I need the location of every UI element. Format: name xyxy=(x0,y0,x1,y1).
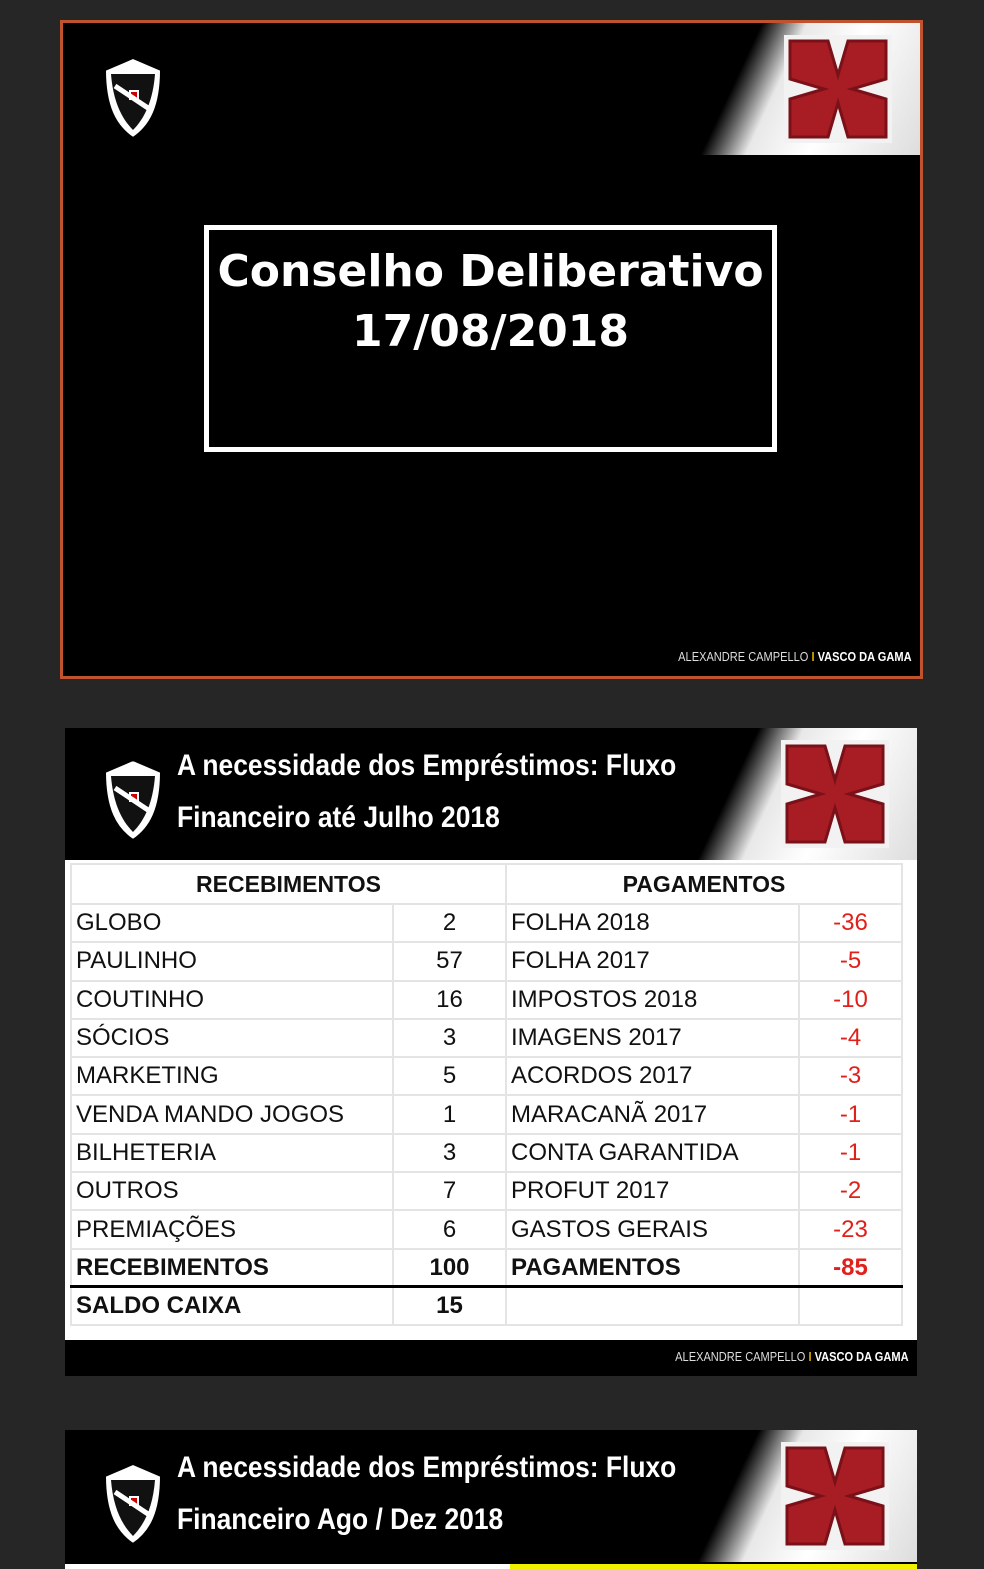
payment-value: -3 xyxy=(799,1057,902,1095)
payment-label: FOLHA 2017 xyxy=(506,942,799,980)
footer-sep: I xyxy=(811,649,815,664)
header-payments: PAGAMENTOS xyxy=(506,864,902,904)
payment-value: -1 xyxy=(799,1095,902,1133)
payment-value: -5 xyxy=(799,942,902,980)
vasco-logo-icon xyxy=(101,758,165,842)
title-line1: Conselho Deliberativo xyxy=(217,246,764,297)
table-row xyxy=(71,1095,902,1133)
receipt-label: BILHETERIA xyxy=(71,1134,393,1172)
receipt-value: 5 xyxy=(393,1057,506,1095)
receipt-value: 7 xyxy=(393,1172,506,1210)
slide-title-line1: A necessidade dos Empréstimos: Fluxo xyxy=(177,749,677,782)
payment-value: -2 xyxy=(799,1172,902,1210)
receipt-value: 2 xyxy=(393,904,506,942)
payment-value: -10 xyxy=(799,981,902,1019)
table-row xyxy=(71,1057,902,1095)
jersey-image xyxy=(700,23,920,155)
payment-value: -23 xyxy=(799,1210,902,1248)
table-row xyxy=(71,1172,902,1210)
slide-title-line1: A necessidade dos Empréstimos: Fluxo xyxy=(177,1451,677,1484)
footer-club: VASCO DA GAMA xyxy=(818,649,912,664)
receipt-value: 1 xyxy=(393,1095,506,1133)
receipt-label: OUTROS xyxy=(71,1172,393,1210)
receipt-value: 3 xyxy=(393,1134,506,1172)
jersey-image xyxy=(697,728,917,860)
footer-club: VASCO DA GAMA xyxy=(815,1349,909,1364)
cashflow-table-area xyxy=(65,860,917,1340)
receipt-label: VENDA MANDO JOGOS xyxy=(71,1095,393,1133)
saldo-label: SALDO CAIXA xyxy=(71,1287,393,1325)
footer-author: ALEXANDRE CAMPELLO xyxy=(678,649,809,664)
payment-label: MARACANÃ 2017 xyxy=(506,1095,799,1133)
payment-value: -1 xyxy=(799,1134,902,1172)
footer-credit xyxy=(679,649,912,664)
table-row xyxy=(71,904,902,942)
receipt-label: PAULINHO xyxy=(71,942,393,980)
payment-label: CONTA GARANTIDA xyxy=(506,1134,799,1172)
jersey-image xyxy=(697,1430,917,1562)
receipt-label: PREMIAÇÕES xyxy=(71,1210,393,1248)
slide-cashflow-aug-dec xyxy=(65,1430,917,1569)
receipt-label: COUTINHO xyxy=(71,981,393,1019)
footer-sep: I xyxy=(808,1349,812,1364)
total-receipts-value: 100 xyxy=(393,1249,506,1287)
maltese-cross-icon xyxy=(781,1442,889,1550)
vasco-logo-icon xyxy=(101,1462,165,1546)
payment-label: FOLHA 2018 xyxy=(506,904,799,942)
table-row xyxy=(71,1210,902,1248)
header-receipts: RECEBIMENTOS xyxy=(71,864,506,904)
receipt-value: 6 xyxy=(393,1210,506,1248)
payment-label: IMPOSTOS 2018 xyxy=(506,981,799,1019)
table-row xyxy=(71,942,902,980)
cashflow-table xyxy=(70,863,903,1326)
receipt-value: 16 xyxy=(393,981,506,1019)
slide-title xyxy=(60,20,923,679)
maltese-cross-icon xyxy=(784,35,892,143)
vasco-logo-icon xyxy=(101,56,165,140)
title-date: 17/08/2018 xyxy=(351,306,630,357)
payment-value: -4 xyxy=(799,1019,902,1057)
total-payments-label: PAGAMENTOS xyxy=(506,1249,799,1287)
receipt-label: GLOBO xyxy=(71,904,393,942)
payment-label: IMAGENS 2017 xyxy=(506,1019,799,1057)
total-row xyxy=(71,1249,902,1287)
title-box xyxy=(204,225,777,452)
payment-label: ACORDOS 2017 xyxy=(506,1057,799,1095)
empty-cell xyxy=(506,1287,799,1325)
payment-label: PROFUT 2017 xyxy=(506,1172,799,1210)
saldo-row xyxy=(71,1287,902,1325)
table-top-edge xyxy=(65,1564,917,1569)
payment-value: -36 xyxy=(799,904,902,942)
table-row xyxy=(71,1019,902,1057)
saldo-value: 15 xyxy=(393,1287,506,1325)
payment-label: GASTOS GERAIS xyxy=(506,1210,799,1248)
receipt-label: SÓCIOS xyxy=(71,1019,393,1057)
slide-title-line2: Financeiro até Julho 2018 xyxy=(177,801,500,834)
total-payments-value: -85 xyxy=(799,1249,902,1287)
footer-author: ALEXANDRE CAMPELLO xyxy=(675,1349,806,1364)
table-row xyxy=(71,981,902,1019)
slide-title-line2: Financeiro Ago / Dez 2018 xyxy=(177,1503,504,1536)
footer-credit xyxy=(676,1349,909,1364)
empty-cell xyxy=(799,1287,902,1325)
maltese-cross-icon xyxy=(781,740,889,848)
receipt-label: MARKETING xyxy=(71,1057,393,1095)
receipt-value: 3 xyxy=(393,1019,506,1057)
receipt-value: 57 xyxy=(393,942,506,980)
slide-cashflow-july xyxy=(65,728,917,1376)
table-row xyxy=(71,1134,902,1172)
total-receipts-label: RECEBIMENTOS xyxy=(71,1249,393,1287)
